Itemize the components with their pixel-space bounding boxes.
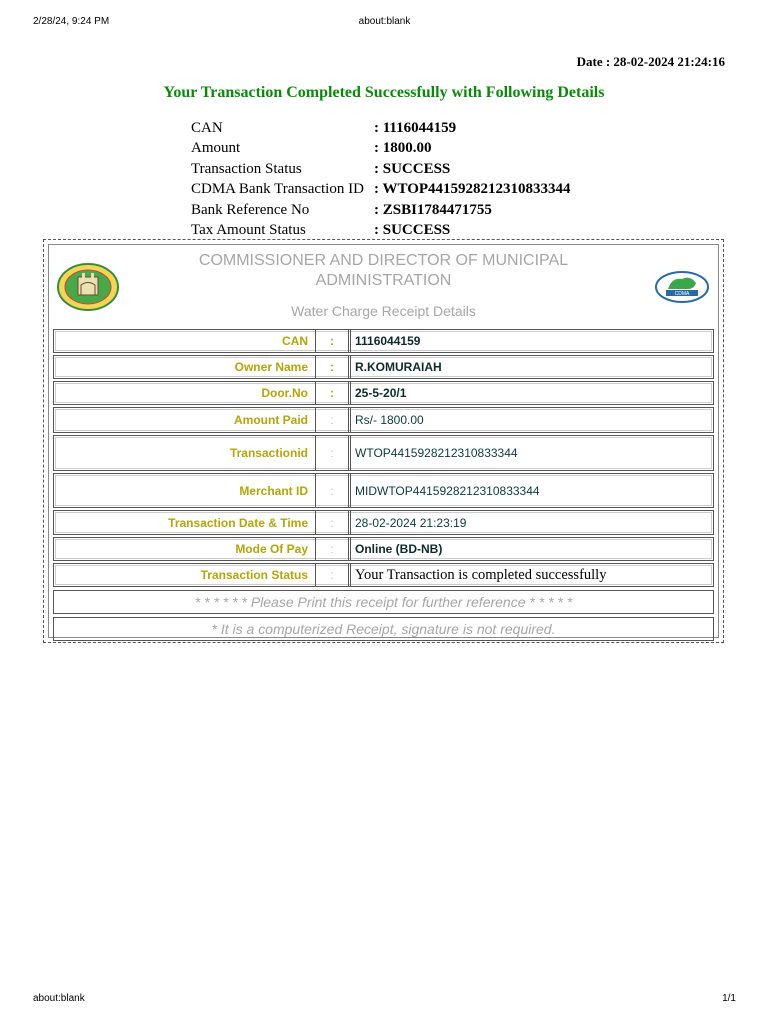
receipt-row-txnid [53, 435, 714, 471]
row-separator: : [315, 356, 349, 378]
summary-value: : ZSBI1784471755 [374, 201, 492, 218]
row-value: WTOP4415928212310833344 [350, 436, 713, 470]
row-label: Amount Paid [234, 413, 308, 427]
row-separator: : [315, 474, 349, 507]
print-note: * * * * * * Please Print this receipt for further reference * * * * * [53, 590, 714, 614]
summary-value: : SUCCESS [374, 221, 451, 238]
row-value: MIDWTOP4415928212310833344 [350, 474, 713, 507]
receipt-box [43, 239, 724, 643]
row-separator: : [315, 408, 349, 432]
summary-label: CAN [191, 120, 223, 136]
summary-label: Bank Reference No [191, 201, 310, 218]
summary-row-amount [191, 138, 571, 158]
receipt-inner [48, 244, 719, 638]
success-title: Your Transaction Completed Successfully with Following Details [163, 84, 605, 101]
summary-row-bank-ref [191, 200, 571, 220]
row-label: Door.No [261, 386, 308, 400]
print-footer [33, 993, 736, 1007]
receipt-subtitle: Water Charge Receipt Details [291, 303, 476, 319]
receipt-row-door [53, 381, 714, 405]
row-label: Transaction Date & Time [168, 515, 308, 530]
summary-label: Transaction Status [191, 160, 302, 177]
print-datetime: 2/28/24, 9:24 PM [33, 16, 110, 27]
summary-value: : WTOP4415928212310833344 [374, 181, 571, 198]
receipt-row-amount [53, 407, 714, 433]
row-label: Merchant ID [239, 483, 308, 498]
row-separator: : [315, 330, 349, 352]
receipt-row-merchant [53, 473, 714, 508]
print-page-number: 1/1 [722, 993, 736, 1004]
row-separator: : [315, 436, 349, 470]
date-line: Date : 28-02-2024 21:24:16 [576, 54, 725, 69]
row-value: 1116044159 [350, 330, 713, 352]
cdma-logo-text: CDMA [674, 291, 690, 297]
row-separator: : [315, 511, 349, 534]
row-value: 28-02-2024 21:23:19 [350, 511, 713, 534]
row-label: Owner Name [234, 360, 308, 374]
receipt-row-status [53, 563, 714, 587]
row-separator: : [315, 382, 349, 404]
print-page-title: about:blank [358, 16, 411, 27]
transaction-summary [191, 118, 571, 240]
summary-row-can [191, 118, 571, 138]
computerized-note: * It is a computerized Receipt, signature is not required. [53, 617, 714, 641]
row-value: R.KOMURAIAH [350, 356, 713, 378]
summary-row-status [191, 159, 571, 179]
receipt-row-owner [53, 355, 714, 379]
summary-label: CDMA Bank Transaction ID [191, 181, 364, 198]
summary-value: : 1116044159 [374, 120, 457, 136]
print-url: about:blank [33, 993, 85, 1004]
row-separator: : [315, 564, 349, 586]
row-label: Mode Of Pay [235, 542, 308, 556]
summary-row-bank-txn [191, 179, 571, 199]
summary-label: Amount [191, 140, 241, 157]
row-value: Online (BD-NB) [350, 538, 713, 560]
summary-value: : SUCCESS [374, 160, 451, 177]
summary-value: : 1800.00 [374, 140, 432, 157]
row-label: Transaction Status [200, 568, 308, 582]
receipt-row-mode [53, 537, 714, 561]
org-title: COMMISSIONER AND DIRECTOR OF MUNICIPAL ADMINISTRATION [198, 252, 569, 289]
row-value: 25-5-20/1 [350, 382, 713, 404]
print-header [33, 16, 736, 30]
receipt-row-datetime [53, 510, 714, 535]
receipt-row-can [53, 329, 714, 353]
row-label: Transactionid [229, 446, 308, 460]
row-value: Your Transaction is completed successfully [350, 564, 713, 586]
cdma-logo-icon [654, 269, 710, 305]
summary-row-tax-status [191, 220, 571, 240]
row-separator: : [315, 538, 349, 560]
summary-label: Tax Amount Status [191, 221, 306, 238]
row-label: CAN [282, 334, 308, 348]
row-value: Rs/- 1800.00 [350, 408, 713, 432]
